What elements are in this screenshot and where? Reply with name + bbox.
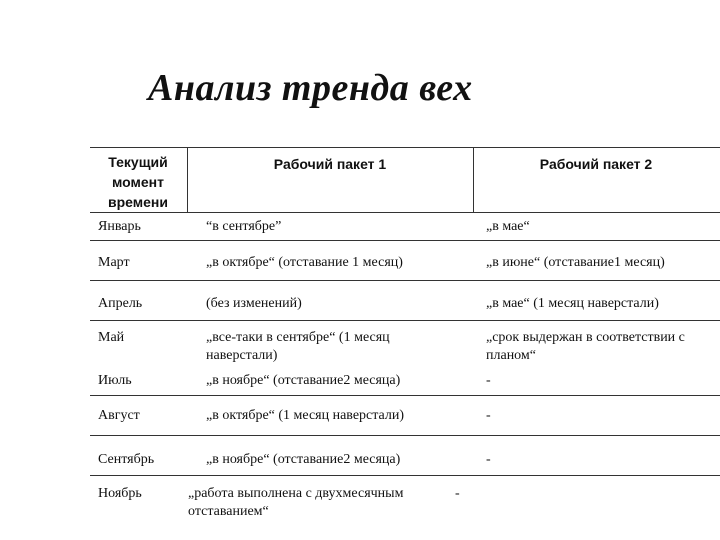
header-work-package-2: Рабочий пакет 2 [539,156,653,172]
row-rule [90,475,720,476]
cell-time: Август [98,408,140,423]
cell-wp2: - [455,486,460,501]
cell-time: Сентябрь [98,452,155,467]
header-top-rule [90,147,720,148]
cell-time: Апрель [98,296,143,311]
cell-wp1: „все-таки в сентябре“ (1 месяц наверстали) [206,330,390,363]
cell-time: Январь [98,219,141,234]
cell-wp1: „в октябре“ (1 месяц наверстали) [206,408,405,423]
cell-wp2: - [486,408,491,423]
row-rule [90,240,720,241]
header-col-divider-1 [187,147,188,212]
cell-wp1: (без изменений) [206,296,302,311]
cell-wp1: „в октябре“ (отставание 1 месяц) [206,255,403,270]
row-rule [90,280,720,281]
header-work-package-1: Рабочий пакет 1 [273,156,387,172]
row-rule [90,395,720,396]
cell-time: Ноябрь [98,486,142,501]
cell-wp2: „в мае“ [486,219,530,234]
header-bottom-rule [90,212,720,213]
cell-wp1: “в сентябре” [206,219,282,234]
cell-wp2: - [486,373,491,388]
page-title [148,66,473,110]
header-current-time: Текущий момент времени [108,154,168,210]
cell-wp1: „в ноябре“ (отставание2 месяца) [206,373,401,388]
cell-wp2: „в июне“ (отставание1 месяц) [486,255,665,270]
row-rule [90,435,720,436]
cell-wp2: „срок выдержан в соответствии с планом“ [486,330,685,363]
title-text: Анализ тренда вех [148,67,473,109]
cell-time: Май [98,330,125,345]
cell-time: Март [98,255,130,270]
cell-wp1: „в ноябре“ (отставание2 месяца) [206,452,401,467]
cell-wp2: „в мае“ (1 месяц наверстали) [486,296,659,311]
row-rule [90,320,720,321]
header-col-divider-2 [473,147,474,212]
cell-time: Июль [98,373,132,388]
cell-wp1: „работа выполнена с двухмесячным отставанием“ [188,486,404,519]
cell-wp2: - [486,452,491,467]
